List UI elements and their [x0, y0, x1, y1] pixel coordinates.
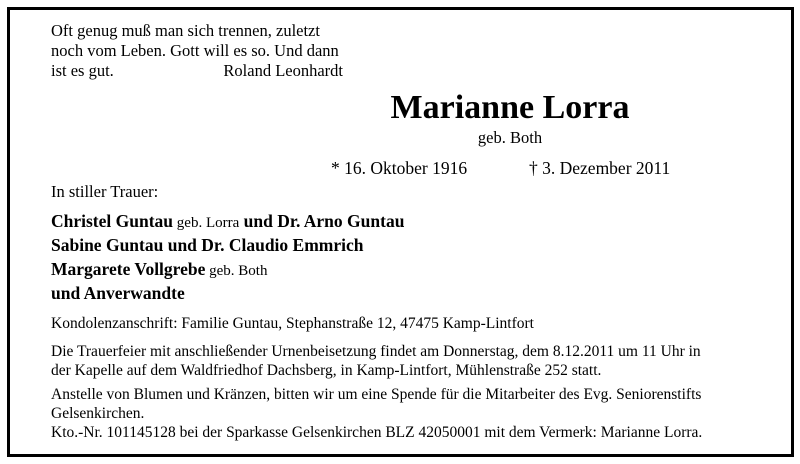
mourner-row: [51, 281, 404, 305]
condolence-address: [51, 314, 771, 333]
ceremony-line: Die Trauerfeier mit anschließender Urnenbeisetzung findet am Donnerstag, dem 8.12.2011 um 11 Uhr in: [51, 343, 701, 360]
mourners-list: [51, 209, 404, 305]
mourner-row: [51, 233, 404, 257]
ceremony-line: der Kapelle auf dem Waldfriedhof Dachsberg, in Kamp-Lintfort, Mühlenstraße 252 statt.: [51, 362, 602, 379]
mourning-intro: In stiller Trauer:: [51, 182, 159, 201]
mourner-partner: und Dr. Arno Guntau: [239, 211, 405, 231]
donation-line: Gelsenkirchen.: [51, 405, 145, 422]
mourner-name: Sabine Guntau und Dr. Claudio Emmrich: [51, 235, 364, 255]
donation-line: Anstelle von Blumen und Kränzen, bitten wir um eine Spende für die Mitarbeiter des Evg. Seniorenstifts: [51, 386, 702, 403]
mourner-name: Margarete Vollgrebe: [51, 259, 206, 279]
condolence-line: Kondolenzanschrift: Familie Guntau, Stephanstraße 12, 47475 Kamp-Lintfort: [51, 315, 534, 332]
birth-date: * 16. Oktober 1916: [331, 158, 468, 178]
donation-notice: [51, 385, 771, 442]
ceremony-notice: [51, 342, 771, 380]
poem-line: Oft genug muß man sich trennen, zuletzt: [51, 21, 320, 40]
death-date: † 3. Dezember 2011: [529, 158, 671, 178]
donation-line: Kto.-Nr. 101145128 bei der Sparkasse Gelsenkirchen BLZ 42050001 mit dem Vermerk: Marianne Lorra.: [51, 424, 703, 441]
poem-block: [51, 21, 351, 81]
mourner-name: Christel Guntau: [51, 211, 174, 231]
mourner-name: und Anverwandte: [51, 283, 185, 303]
mourner-maiden-name: geb. Both: [205, 263, 268, 279]
deceased-name: Marianne Lorra: [390, 89, 630, 126]
mourner-row: [51, 257, 404, 281]
poem-line: ist es gut.: [51, 61, 114, 80]
mourner-row: [51, 209, 404, 233]
mourner-maiden-name: geb. Lorra: [173, 215, 240, 231]
deceased-maiden-name: geb. Both: [477, 128, 543, 147]
obituary-frame: [7, 7, 794, 457]
poem-author: Roland Leonhardt: [223, 61, 343, 80]
poem-line: noch vom Leben. Gott will es so. Und dann: [51, 41, 339, 60]
